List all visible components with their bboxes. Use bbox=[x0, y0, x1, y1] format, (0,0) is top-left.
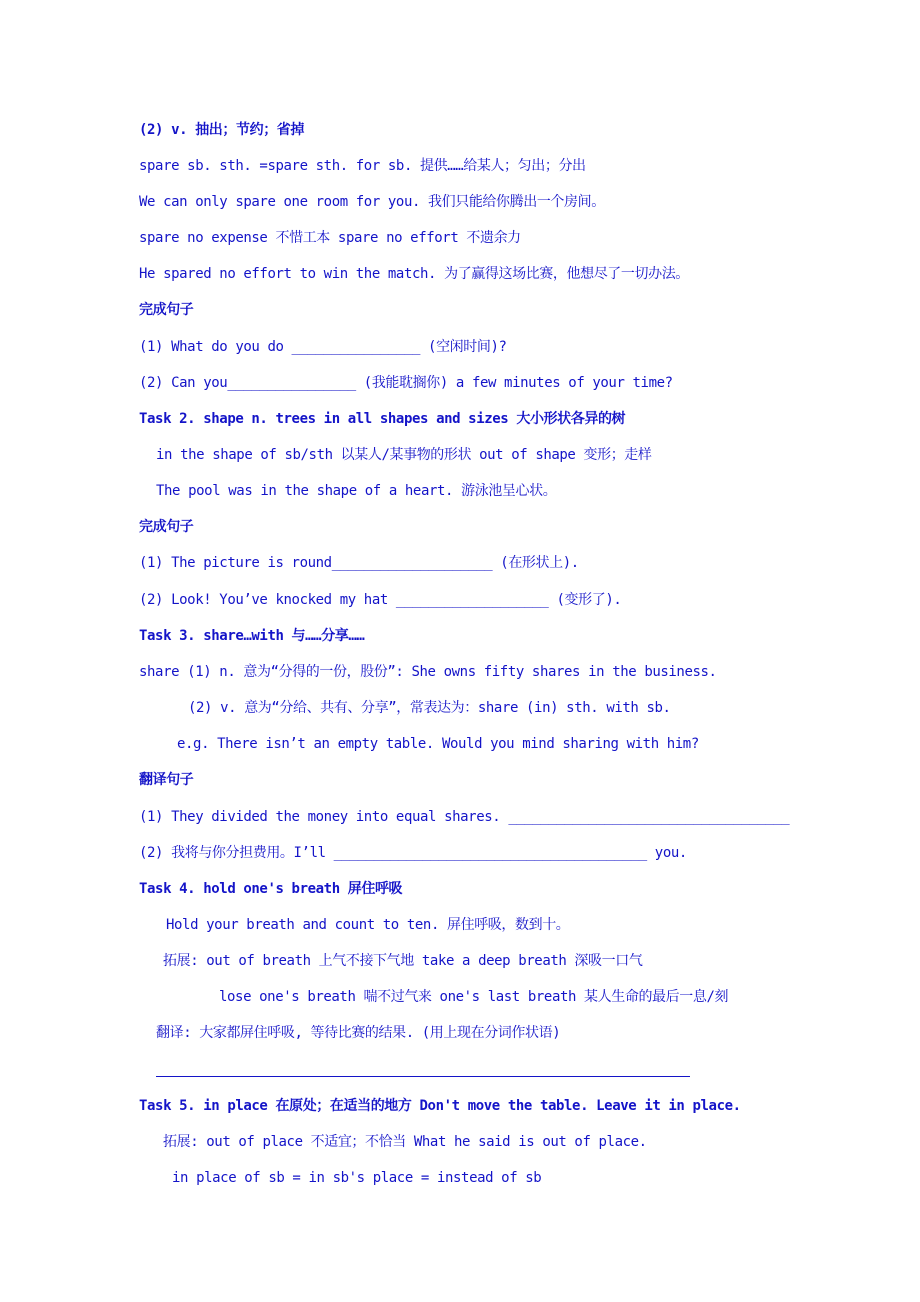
text-line: spare no expense 不惜工本 spare no effort 不遗余力 bbox=[139, 230, 521, 246]
text-line: The pool was in the shape of a heart. 游泳池呈心状。 bbox=[156, 483, 557, 499]
exercise-line: (1) They divided the money into equal shares. ___________________________________ bbox=[139, 809, 790, 825]
text-line: spare sb. sth. =spare sth. for sb. 提供……给某人；匀出；分出 bbox=[139, 158, 586, 174]
exercise-line: (2) Look! You’ve knocked my hat ___________________ (变形了). bbox=[139, 592, 622, 608]
task-heading: Task 3. share…with 与……分享…… bbox=[139, 628, 365, 644]
text-line: 拓展: out of place 不适宜；不恰当 What he said is out of place. bbox=[163, 1134, 647, 1150]
text-line: lose one's breath 喘不过气来 one's last breath 某人生命的最后一息/刻 bbox=[219, 989, 729, 1005]
text-line: e.g. There isn’t an empty table. Would you mind sharing with him? bbox=[177, 736, 699, 752]
section-heading: 翻译句子 bbox=[139, 772, 194, 788]
text-line: in the shape of sb/sth 以某人/某事物的形状 out of shape 变形；走样 bbox=[156, 447, 652, 463]
text-line: He spared no effort to win the match. 为了赢得这场比赛，他想尽了一切办法。 bbox=[139, 266, 689, 282]
section-heading: 完成句子 bbox=[139, 519, 194, 535]
exercise-line: (2) 我将与你分担费用。I’ll _______________________________________ you. bbox=[139, 845, 687, 861]
exercise-line: (2) Can you________________ (我能耽搁你) a few minutes of your time? bbox=[139, 375, 673, 391]
text-line: (2) v. 意为“分给、共有、分享”，常表达为：share (in) sth. with sb. bbox=[188, 700, 671, 716]
text-line: We can only spare one room for you. 我们只能给你腾出一个房间。 bbox=[139, 194, 605, 210]
exercise-line: (1) The picture is round____________________ (在形状上). bbox=[139, 555, 579, 571]
text-line: Hold your breath and count to ten. 屏住呼吸，数到十。 bbox=[166, 917, 570, 933]
text-line: in place of sb = in sb's place = instead of sb bbox=[172, 1170, 542, 1186]
answer-line bbox=[156, 1076, 690, 1077]
heading-verb-sense: (2) v. 抽出；节约；省掉 bbox=[139, 122, 305, 138]
exercise-line: (1) What do you do ________________ (空闲时间)? bbox=[139, 339, 507, 355]
text-line: 拓展: out of breath 上气不接下气地 take a deep breath 深吸一口气 bbox=[163, 953, 643, 969]
text-line: 翻译: 大家都屏住呼吸, 等待比赛的结果. (用上现在分词作状语) bbox=[156, 1025, 561, 1041]
task-heading: Task 5. in place 在原处；在适当的地方 Don't move the table. Leave it in place. bbox=[139, 1098, 741, 1114]
task-heading: Task 4. hold one's breath 屏住呼吸 bbox=[139, 881, 403, 897]
text-line: share (1) n. 意为“分得的一份，股份”: She owns fifty shares in the business. bbox=[139, 664, 717, 680]
task-heading: Task 2. shape n. trees in all shapes and sizes 大小形状各异的树 bbox=[139, 411, 626, 427]
section-heading: 完成句子 bbox=[139, 302, 194, 318]
